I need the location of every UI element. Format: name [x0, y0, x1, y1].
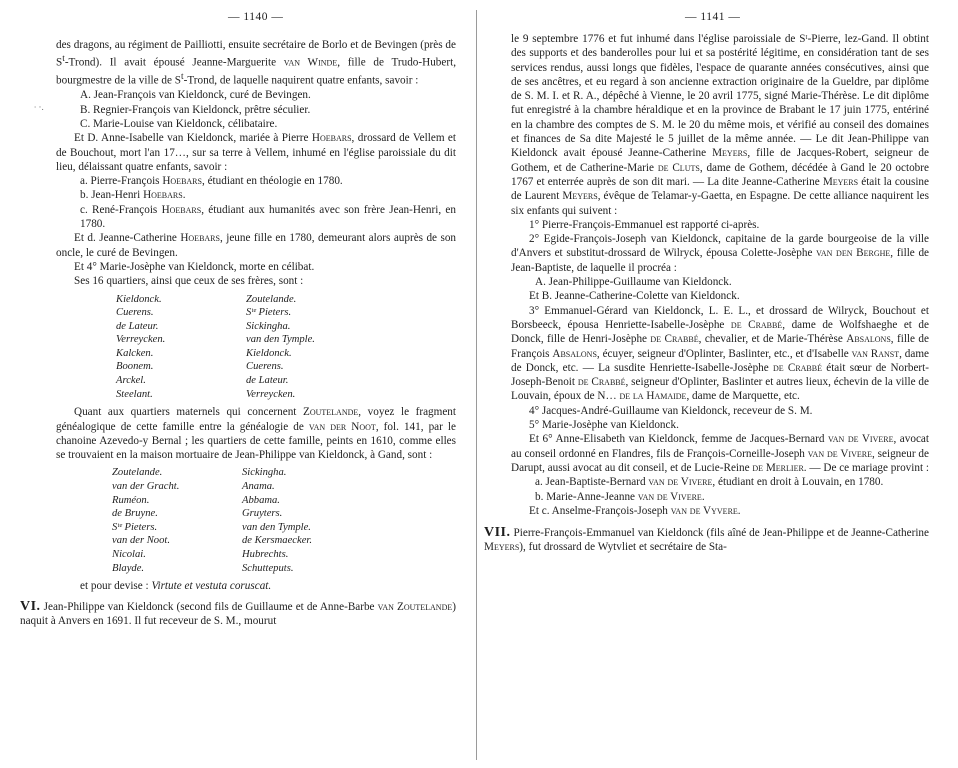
list-item: Zoutelande. — [246, 293, 297, 305]
list-item: Zoutelande. — [112, 467, 163, 479]
right-page-body — [484, 32, 929, 555]
right-page-number: — 1141 — — [685, 11, 741, 23]
list-item: van der Gracht. — [112, 481, 180, 493]
quarters-1-right-column — [246, 293, 315, 402]
paragraph-intro: des dragons, au régiment de Pailliotti, ensuite secrétaire de Borlo et de Bevingen (près de $S^t-Trond$). Il avait épousé Jeanne-Marguerite van Winde, fille de Trudo-Hubert, bourgmestre de la ville de $S^t$-Trond, de laquelle naquirent quatre enfants, savoir : — [56, 39, 456, 88]
grandchild-a: a. Pierre-François Hoebars, étudiant en théologie en 1780. — [80, 175, 343, 188]
gutter-divider — [476, 10, 477, 760]
list-item: Boonem. — [116, 361, 154, 373]
child-2: 2° Egide-François-Joseph van Kieldonck, capitaine de la garde bourgeoise de la ville d'Anvers et substitut-drossard de Wilryck, épousa Colette-Josèphe van den Berghe, fille de Jean-Baptiste, de laquelle il procréa : — [511, 233, 929, 274]
child-1: 1° Pierre-François-Emmanuel est rapporté ci-après. — [529, 218, 760, 231]
grandchild-c: c. René-François Hoebars, étudiant aux humanités avec son frère Jean-Henri, en 1780. — [80, 203, 456, 231]
list-item: Sickingha. — [242, 467, 287, 479]
child-c: C. Marie-Louise van Kieldonck, célibataire. — [80, 117, 278, 130]
list-item: Kalcken. — [116, 347, 154, 359]
paragraph-continuation: le 9 septembre 1776 et fut inhumé dans l'église paroissiale de Sᵗ-Pierre, lez-Gand. Il obtint des supports et des banderolles pour lui et sa postérité légitime, en considération tant de ses services rendus, aussi longs que fidèles, l'espace de quarante années consécutives, ainsi que de ses ancêtres, et eu regard à son ancienne extraction originaire de la Gueldre, par diplôme de S. M. I. et R. A., dépêché à Vienne, le 20 avril 1775, signé Marie-Thérèse. Le dit diplôme fut enregistré à la chambre héraldique et en la province de Brabant le 17 juin 1775, entériné en la chambre des comptes de S. M. le 20 du même mois, et vérifié au conseil des domaines et finances de Sa dite Majesté le 5 juillet de la même année. — Le dit Jean-Philippe van Kieldonck avait épousé Jeanne-Catherine Meyers, fille de Jacques-Robert, seigneur de Gothem, et de Catherine-Marie de Cluts, dame de Gothem, décédée à Gand le 20 octobre 1767 et enterrée auprès de son dit mari. — La dite Jeanne-Catherine Meyers était la cousine de Laurent Meyers, évêque de Telamar-y-Gaetta, en Espagne. De cette alliance naquirent les six enfants qui suivent : — [511, 33, 929, 217]
grandchild-d: Et d. Jeanne-Catherine Hoebars, jeune fille en 1780, demeurant alors auprès de son oncle, le curé de Bevingen. — [56, 232, 457, 259]
child-6: Et 6° Anne-Elisabeth van Kieldonck, femme de Jacques-Bernard van de Vivere, avocat au conseil ordonné en Flandres, fils de François-Corneille-Joseph van de Vivere, seigneur de Darupt, aussi avocat au dit conseil, et de Lucie-Reine de Merlier. — De ce mariage provint : — [511, 433, 929, 474]
list-item: van den Tymple. — [246, 334, 315, 346]
child-4: Et 4° Marie-Josèphe van Kieldonck, morte en célibat. — [74, 260, 315, 273]
generation-vi-paragraph: VI. Jean-Philippe van Kieldonck (second fils de Guillaume et de Anne-Barbe van Zoutelande) naquit à Anvers en 1691. Il fut receveur de S. M., mourut — [20, 598, 456, 627]
maternal-quarters-paragraph: Quant aux quartiers maternels qui concernent Zoutelande, voyez le fragment généalogique de cette famille entre la généalogie de van der Noot, fol. 141, par le chanoine Azevedo-y Bernal ; les quartiers de cette famille, peints en 1610, comme elles se trouvaient en la maison mortuaire de Jean-Philippe van Kieldonck, à Gand, sont : — [56, 406, 456, 462]
quarters-2-right-column — [242, 466, 312, 575]
grandchild-a: a. Jean-Baptiste-Bernard van de Vivere, étudiant en droit à Louvain, en 1780. — [535, 476, 884, 489]
quarters-1-left-column — [116, 293, 246, 402]
list-item: Verreycken. — [116, 334, 166, 346]
list-item: Abbama. — [242, 494, 280, 506]
quarters-2-left-column — [112, 466, 242, 575]
grandchild-b: b. Marie-Anne-Jeanne van de Vivere. — [535, 490, 705, 503]
list-item: Cuerens. — [246, 361, 284, 373]
list-item: Kieldonck. — [246, 347, 292, 359]
list-item: Verreycken. — [246, 388, 296, 400]
list-item: Blayde. — [112, 562, 145, 574]
quarters-intro: Ses 16 quartiers, ainsi que ceux de ses frères, sont : — [74, 275, 304, 288]
left-page — [0, 0, 476, 768]
generation-vii-heading: VII. — [484, 525, 511, 541]
generation-vii-paragraph: VII. Pierre-François-Emmanuel van Kieldonck (fils aîné de Jean-Philippe et de Jeanne-Catherine Meyers), fut drossard de Wytvliet et secrétaire de Sta- — [484, 525, 929, 554]
grandchild-b: b. Jean-Henri Hoebars. — [80, 189, 186, 202]
child-2-a: A. Jean-Philippe-Guillaume van Kieldonck. — [535, 276, 732, 289]
quarters-list-1 — [56, 293, 456, 402]
list-item: Sᵗᵉ Pieters. — [112, 521, 158, 533]
child-d: Et D. Anne-Isabelle van Kieldonck, mariée à Pierre Hoebars, drossard de Vellem et de Bouchout, mort l'an 17…, sur sa terre à Vellem, inhumé en l'église paroissiale du dit lieu, délaissant quatre enfants, savoir : — [56, 132, 457, 173]
grandchild-c: Et c. Anselme-François-Joseph van de Vyvere. — [529, 504, 741, 517]
list-item: Ruméon. — [112, 494, 150, 506]
list-item: Sickingha. — [246, 320, 291, 332]
child-a: A. Jean-François van Kieldonck, curé de Bevingen. — [80, 89, 311, 102]
list-item: Cuerens. — [116, 307, 154, 319]
list-item: de Bruyne. — [112, 508, 158, 520]
child-b: B. Regnier-François van Kieldonck, prêtre séculier. — [80, 103, 311, 116]
list-item: Schutteputs. — [242, 562, 294, 574]
list-item: Hubrechts. — [242, 549, 289, 561]
list-item: Gruyters. — [242, 508, 283, 520]
list-item: van den Tymple. — [242, 521, 311, 533]
left-page-number: — 1140 — — [228, 11, 284, 23]
child-4: 4° Jacques-André-Guillaume van Kieldonck, receveur de S. M. — [529, 404, 813, 417]
list-item: Anama. — [242, 481, 275, 493]
list-item: van der Noot. — [112, 535, 170, 547]
list-item: de Lateur. — [246, 375, 289, 387]
list-item: de Kersmaecker. — [242, 535, 313, 547]
motto-line: et pour devise : Virtute et vestuta coruscat. — [80, 580, 272, 593]
list-item: de Lateur. — [116, 320, 159, 332]
quarters-list-2 — [56, 466, 456, 575]
generation-vi-heading: VI. — [20, 598, 41, 614]
left-page-body — [20, 38, 457, 628]
list-item: Kieldonck. — [116, 293, 162, 305]
margin-mark: ∙ ·. — [34, 102, 44, 112]
child-5: 5° Marie-Josèphe van Kieldonck. — [529, 419, 679, 432]
list-item: Steelant. — [116, 388, 153, 400]
child-3: 3° Emmanuel-Gérard van Kieldonck, L. E. L., et drossard de Wilryck, Bouchout et Borsbeeck, épousa Henriette-Isabelle-Josèphe de Crabbé, dame de Wolfshaeghe et de Donck, fille de Henri-Josèphe de Crabbé, chevalier, et de Marie-Thérèse Absalons, fille de François Absalons, écuyer, seigneur d'Oplinter, Baslinter, etc., et d'Isabelle van Ranst, dame de Donck, etc. — La susdite Henriette-Isabelle-Josèphe de Crabbé était sœur de Norbert-Joseph-Benoit de Crabbé, seigneur d'Oplinter, Baslinter et autres lieux, échevin de la ville de Louvain, époux de N… de la Hamaide, dame de Marquette, etc. — [511, 304, 929, 403]
list-item: Sᵗᵉ Pieters. — [246, 307, 292, 319]
list-item: Nicolai. — [112, 549, 146, 561]
child-2-b: Et B. Jeanne-Catherine-Colette van Kieldonck. — [529, 290, 740, 303]
right-page — [478, 0, 958, 768]
list-item: Arckel. — [116, 375, 146, 387]
